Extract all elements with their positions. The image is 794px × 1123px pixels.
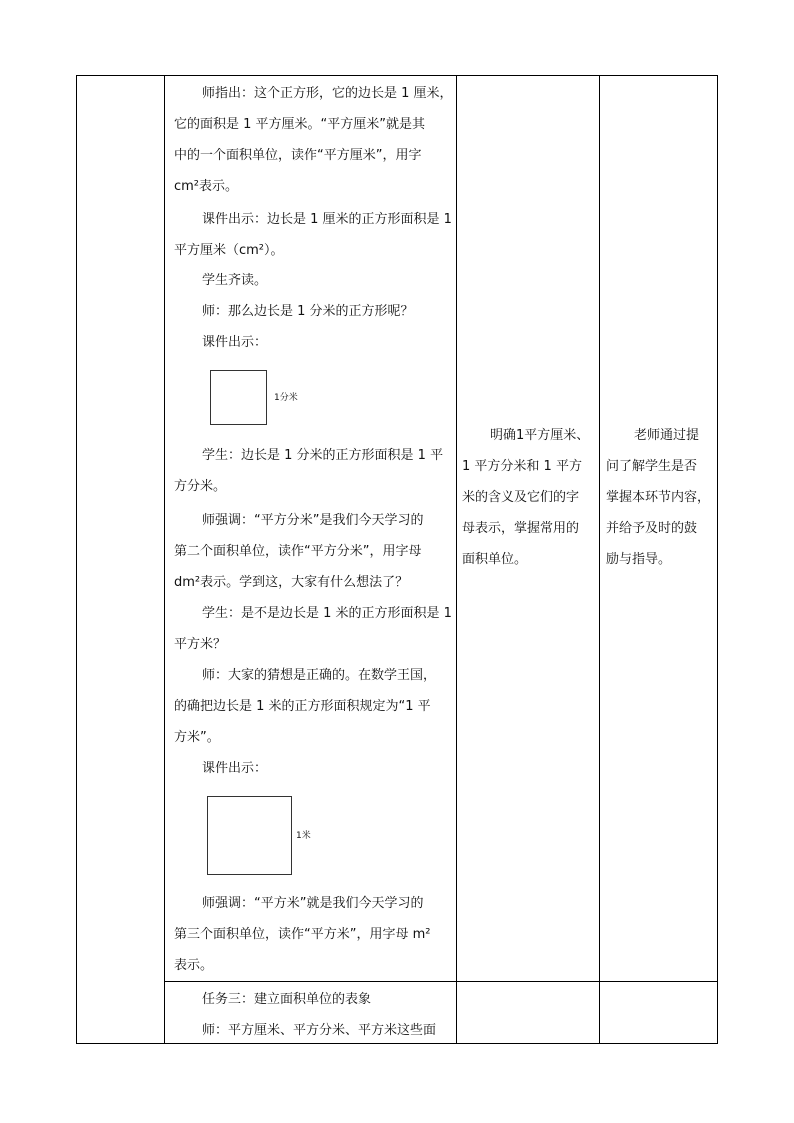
- text-line: 的确把边长是 1 米的正方形面积规定为“1 平: [174, 699, 431, 714]
- text-line: 任务三：建立面积单位的表象: [202, 992, 372, 1007]
- text-line: 中的一个面积单位，读作“平方厘米”，用字: [174, 148, 422, 163]
- text-line: 面积单位。: [462, 552, 528, 567]
- text-line: 课件出示：: [202, 335, 268, 350]
- evaluation-cell: [606, 420, 712, 575]
- text-line: 学生齐读。: [202, 273, 268, 288]
- text-line: dm²表示。学到这，大家有什么想法了？: [174, 575, 409, 590]
- paragraph-teacher-units: [174, 1015, 452, 1046]
- text-line: 问了解学生是否: [606, 459, 698, 474]
- text-line: 第三个面积单位，读作“平方米”，用字母 m²: [174, 927, 431, 942]
- text-line: 它的面积是 1 平方厘米。“平方厘米”就是其: [174, 117, 426, 132]
- text-line: 1 平方分米和 1 平方: [462, 459, 582, 474]
- text-line: 方米”。: [174, 730, 220, 745]
- paragraph-courseware-show-1: [174, 327, 452, 358]
- text-line: 励与指导。: [606, 552, 672, 567]
- text-line: 平方厘米（cm²）。: [174, 243, 284, 258]
- paragraph-student-answer-dm: [174, 440, 452, 502]
- paragraph-courseware-show-2: [174, 753, 452, 784]
- text-line: 表示。: [174, 958, 214, 973]
- paragraph-teacher-emphasis-dm: [174, 505, 452, 598]
- table-top-border: [76, 75, 718, 76]
- paragraph-teacher-emphasis-m: [174, 888, 452, 981]
- text-line: 平方米？: [174, 637, 227, 652]
- paragraph-task-three: [174, 984, 452, 1015]
- column-divider-3: [599, 75, 600, 1044]
- text-line: 并给予及时的鼓: [606, 521, 698, 536]
- text-line: 课件出示：: [202, 761, 268, 776]
- table-right-border: [717, 75, 718, 1044]
- square-meter-figure: [207, 796, 292, 875]
- design-purpose-cell: [462, 420, 594, 575]
- text-line: cm²表示。: [174, 179, 239, 194]
- paragraph-student-guess: [174, 598, 452, 660]
- text-line: 师强调：“平方分米”是我们今天学习的: [202, 513, 424, 528]
- text-line: 老师通过提: [634, 428, 700, 443]
- text-line: 母表示，掌握常用的: [462, 521, 580, 536]
- text-line: 掌握本环节内容，: [606, 490, 711, 505]
- table-left-border: [76, 75, 77, 1044]
- text-line: 师强调：“平方米”就是我们今天学习的: [202, 896, 424, 911]
- text-line: 课件出示：边长是 1 厘米的正方形面积是 1: [202, 212, 452, 227]
- text-line: 师指出：这个正方形，它的边长是 1 厘米，: [202, 86, 453, 101]
- text-line: 师：那么边长是 1 分米的正方形呢？: [202, 304, 414, 319]
- paragraph-students-read: [174, 265, 452, 296]
- square-decimeter-figure: [210, 370, 267, 425]
- text-line: 师：平方厘米、平方分米、平方米这些面: [202, 1023, 437, 1038]
- text-line: 第二个面积单位，读作“平方分米”，用字母: [174, 544, 422, 559]
- figure-label-decimeter: 1分米: [274, 393, 298, 403]
- column-divider-2: [456, 75, 457, 1044]
- paragraph-teacher-confirm: [174, 660, 452, 753]
- text-line: 师：大家的猜想是正确的。在数学王国，: [202, 668, 437, 683]
- text-line: 明确1平方厘米、: [490, 428, 590, 443]
- text-line: 学生：是不是边长是 1 米的正方形面积是 1: [202, 606, 452, 621]
- text-line: 方分米。: [174, 479, 227, 494]
- text-line: 米的含义及它们的字: [462, 490, 580, 505]
- row-divider: [164, 981, 718, 982]
- paragraph-courseware-cm: [174, 204, 452, 266]
- column-divider-1: [164, 75, 165, 1044]
- figure-label-meter: 1米: [296, 831, 311, 841]
- paragraph-teacher-question: [174, 296, 452, 327]
- text-line: 学生：边长是 1 分米的正方形面积是 1 平: [202, 448, 444, 463]
- paragraph-teacher-point: [174, 78, 452, 202]
